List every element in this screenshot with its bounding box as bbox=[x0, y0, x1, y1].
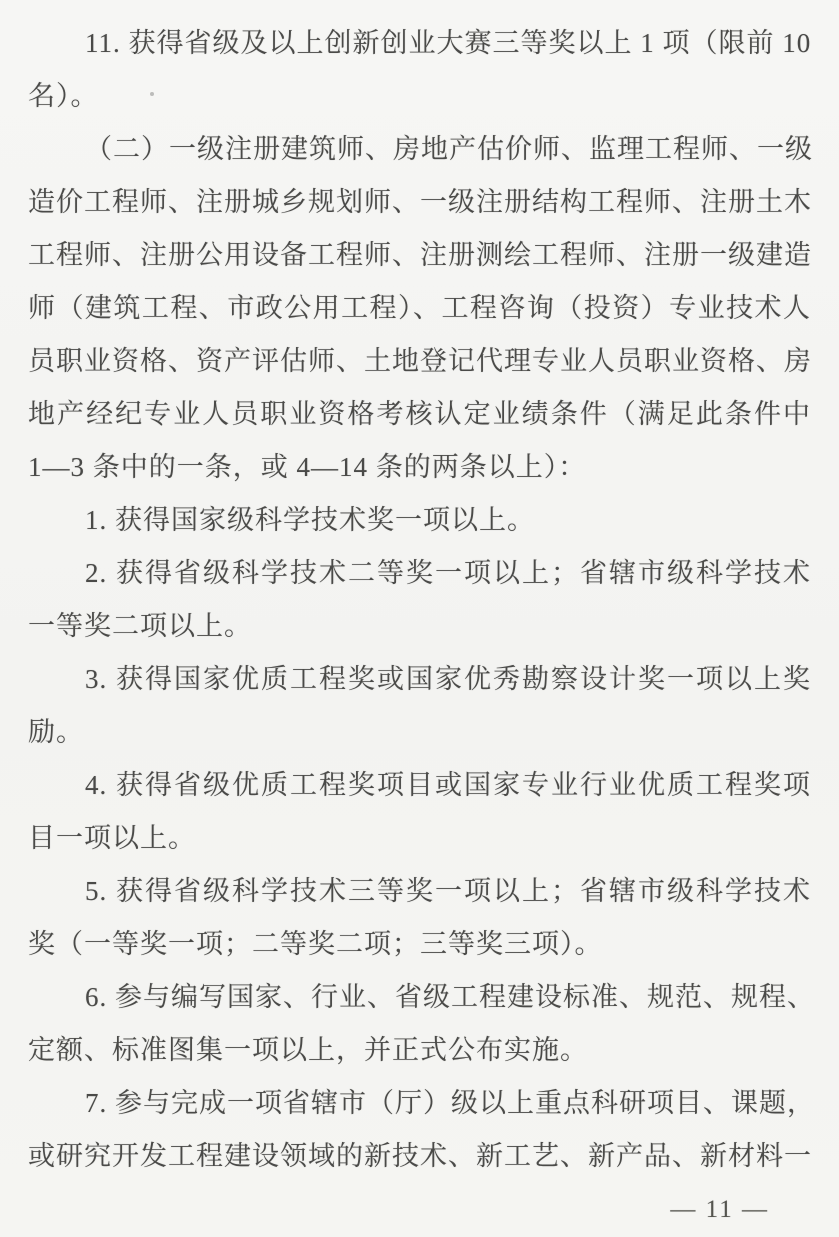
scan-speckle bbox=[150, 92, 154, 96]
text-line: 名）。 bbox=[28, 81, 99, 111]
text-line: 师（建筑工程、市政公用工程）、工程咨询（投资）专业技术人 bbox=[28, 293, 811, 323]
text-line: 3. 获得国家优质工程奖或国家优秀勘察设计奖一项以上奖 bbox=[85, 664, 811, 694]
text-line: 目一项以上。 bbox=[28, 823, 196, 853]
text-line: 奖（一等奖一项；二等奖二项；三等奖三项）。 bbox=[28, 929, 603, 959]
text-line: 一等奖二项以上。 bbox=[28, 611, 252, 641]
text-line: 工程师、注册公用设备工程师、注册测绘工程师、注册一级建造 bbox=[28, 240, 812, 270]
text-line: 5. 获得省级科学技术三等奖一项以上；省辖市级科学技术 bbox=[85, 876, 811, 906]
text-line: 励。 bbox=[28, 717, 84, 747]
text-line: 6. 参与编写国家、行业、省级工程建设标准、规范、规程、 bbox=[85, 982, 815, 1012]
text-line: 员职业资格、资产评估师、土地登记代理专业人员职业资格、房 bbox=[28, 346, 812, 376]
text-line: 地产经纪专业人员职业资格考核认定业绩条件（满足此条件中 bbox=[28, 399, 811, 429]
text-line: 7. 参与完成一项省辖市（厅）级以上重点科研项目、课题， bbox=[85, 1088, 815, 1118]
text-line: 1—3 条中的一条，或 4—14 条的两条以上）： bbox=[28, 452, 587, 482]
text-line: 2. 获得省级科学技术二等奖一项以上；省辖市级科学技术 bbox=[85, 558, 811, 588]
page-number: — 11 — bbox=[670, 1196, 769, 1223]
text-line: 1. 获得国家级科学技术奖一项以上。 bbox=[85, 505, 535, 535]
text-line: 4. 获得省级优质工程奖项目或国家专业行业优质工程奖项 bbox=[85, 770, 811, 800]
text-line: （二）一级注册建筑师、房地产估价师、监理工程师、一级 bbox=[85, 134, 813, 164]
text-line: 造价工程师、注册城乡规划师、一级注册结构工程师、注册土木 bbox=[28, 187, 812, 217]
text-line: 或研究开发工程建设领域的新技术、新工艺、新产品、新材料一 bbox=[28, 1141, 812, 1171]
text-line: 定额、标准图集一项以上，并正式公布实施。 bbox=[28, 1035, 588, 1065]
text-line: 11. 获得省级及以上创新创业大赛三等奖以上 1 项（限前 10 bbox=[85, 28, 812, 58]
document-body bbox=[28, 17, 815, 1183]
